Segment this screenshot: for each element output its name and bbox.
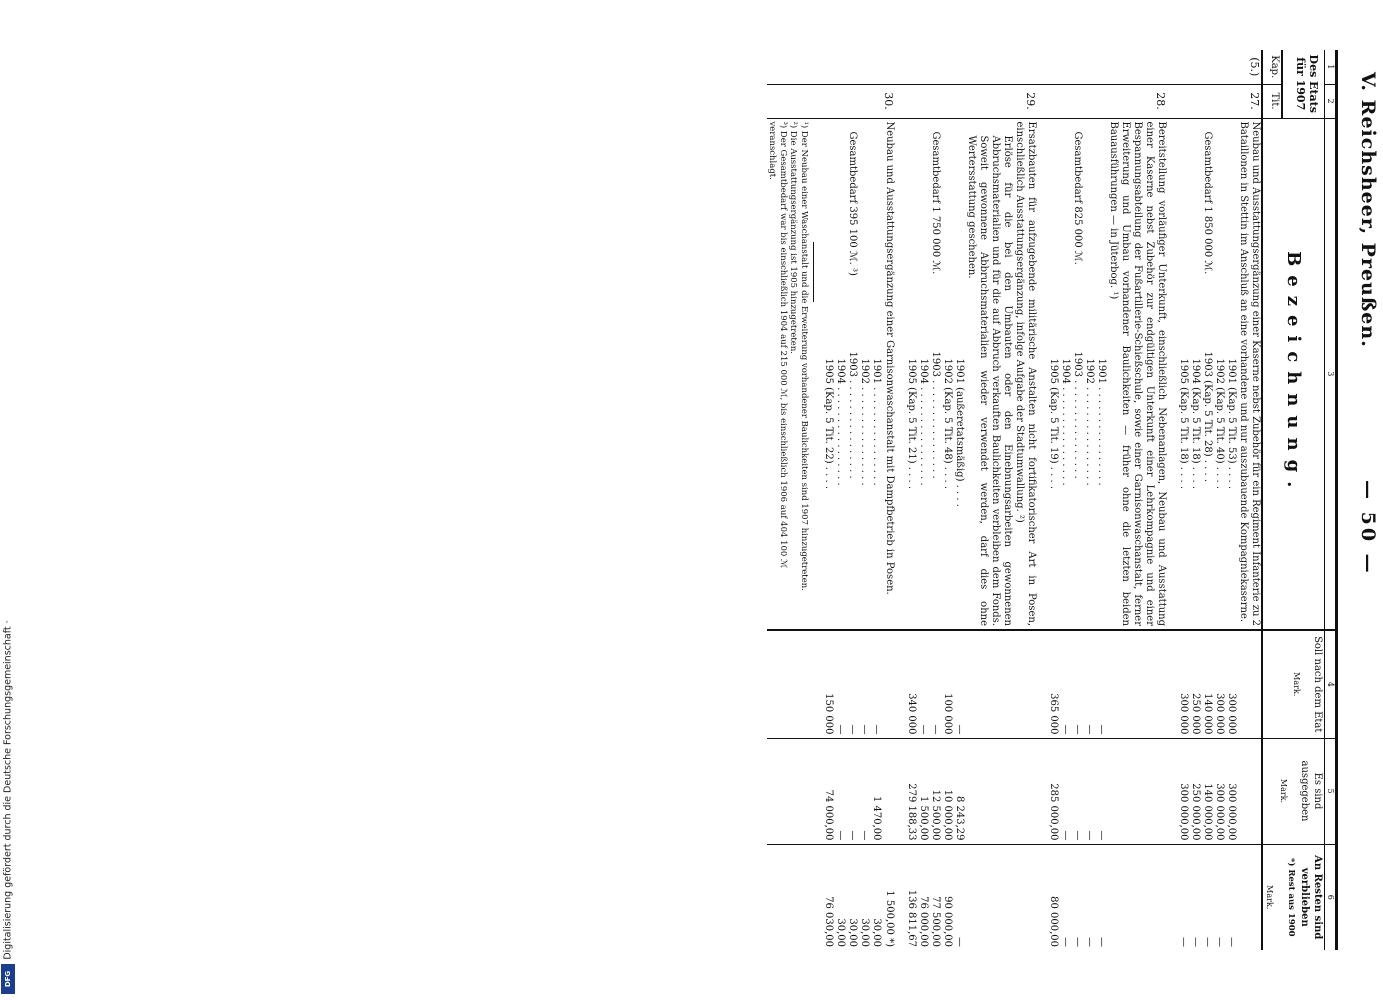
entry-row (1237, 50, 1262, 950)
soll-value: 300 000 (1213, 630, 1225, 738)
ausgegeben-value: — (1059, 738, 1071, 844)
soll-value: — (858, 630, 870, 738)
kap-cell (882, 50, 895, 84)
budget-table (767, 50, 1338, 950)
footnote-ref: ²) (1014, 514, 1025, 523)
year-label: 1904 . . . . . . . . . . . . . . . . (1059, 118, 1071, 630)
rest-value: — (1225, 844, 1237, 950)
year-row (846, 50, 858, 950)
entry-description: Ersatzbauten für aufzugebende militärische Anstalten nicht fortifikatorischer Art in Posen, einschließlich Ausstattungsergänzung, infolge Aufgabe der Stadtumwallung. ²) Erlöse für die bei den Umbauten oder den Einebnungsarbeiten gewonnenen Abbruchsmaterialien und für die auf Abbruch verkauften Baulichkeiten verbleiben dem Fonds. Soweit gewonnene Abbruchsmaterialien wieder verwendet werden, darf dies ohne Wertersstattung geschehen. (965, 118, 1037, 630)
year-row (1059, 50, 1071, 950)
soll-header: Soll nach dem Etat Mark. (1262, 630, 1325, 738)
year-label: 1901 . . . . . . . . . . . . . . . . (870, 118, 882, 630)
rest-value: 77 500,00 (929, 844, 941, 950)
kap-cell (965, 50, 1037, 84)
ausgegeben-value: 8 243,29 (953, 738, 965, 844)
rest-value: — (1177, 844, 1189, 950)
total-requirement: Gesamtbedarf 1 850 000 ℳ. (1202, 131, 1213, 275)
ausgegeben-value: 140 000,00 (1201, 738, 1213, 844)
rest-value: — (1095, 844, 1107, 950)
year-label: 1902 . . . . . . . . . . . . . . . . (858, 118, 870, 630)
year-label: 1904 . . . . . . . . . . . . . . . . (834, 118, 846, 630)
ausgegeben-value: — (1083, 738, 1095, 844)
total-requirement: Gesamtbedarf 1 750 000 ℳ. (930, 131, 941, 275)
rest-value: — (1213, 844, 1225, 950)
kap-cell: (5.) (1248, 57, 1261, 77)
rest-value: 80 000,00 (1047, 844, 1059, 950)
footnote: ²) Die Ausstattungsergänzung ist 1905 hinzugetreten. (788, 121, 799, 354)
ausgegeben-value: — (834, 738, 846, 844)
ausgegeben-value: 300 000,00 (1213, 738, 1225, 844)
year-label: 1902 (Kap. 5 Tit. 48) . . . . (941, 118, 953, 630)
soll-value: 100 000 (941, 630, 953, 738)
soll-value: — (1095, 630, 1107, 738)
resten-header: An Resten sind verblieben *) Rest aus 1900 Mark. (1262, 844, 1325, 950)
year-label-with-total: Gesamtbedarf 825 000 ℳ.1903 . . . . . . . . . . . . . . . . (1071, 118, 1083, 630)
kap-cell (1107, 50, 1167, 84)
scanned-page (133, 40, 1383, 960)
ausgegeben-value: 12 500,00 (929, 738, 941, 844)
entry-note: Erlöse für die bei den Umbauten oder den Einebnungsarbeiten gewonnenen Abbruchsmaterialien und für die auf Abbruch verkauften Baulichkeiten verbleiben dem Fonds. Soweit gewonnene Abbruchsmaterialien wieder verwendet werden, darf dies ohne Wertersstattung geschehen. (966, 135, 1013, 626)
year-row (917, 50, 929, 950)
ausgegeben-value: — (858, 738, 870, 844)
year-label: 1901 (außeretatsmäßig) . . . . (953, 118, 965, 630)
ausgegeben-value: 300 000,00 (1177, 738, 1189, 844)
year-label: 1904 . . . . . . . . . . . . . . . . (917, 118, 929, 630)
soll-value: — (834, 630, 846, 738)
rest-value: 76 000,00 (917, 844, 929, 950)
ausgegeben-value: 74 000,00 (822, 738, 834, 844)
soll-value: 140 000 (1201, 630, 1213, 738)
soll-value: 150 000 (822, 630, 834, 738)
footnotes (767, 118, 822, 630)
attribution-strip (0, 0, 16, 1000)
year-row (834, 50, 846, 950)
rest-value: 1 500,00 *) (882, 844, 895, 950)
year-label: 1905 (Kap. 5 Tit. 19) . . . . (1047, 118, 1059, 630)
year-row (1047, 50, 1059, 950)
year-label: 1905 (Kap. 5 Tit. 18) . . . . (1177, 118, 1189, 630)
ausgegeben-value: — (846, 738, 858, 844)
footnote-divider (813, 242, 814, 302)
tit-cell: 28. (1107, 84, 1167, 118)
soll-value: — (917, 630, 929, 738)
rest-value: 30,00 (846, 844, 858, 950)
entry-description: Bereitstellung vorläufiger Unterkunft, einschließlich Nebenanlagen, Neubau und Ausstattung einer Kaserne nebst Zubehör zur endgültigen Unterkunft einer Lehrkompagnie und einer Bespannungsabteilung der Fußartillerie-Schießschule, sowie einer Garnisonwaschanstalt, ferner Erweiterung und Umbau vorhandener Baulichkeiten — früher ohne die letzten beiden Bauausführungen — in Jüterbog. ¹) (1107, 118, 1167, 630)
entry-row (1107, 50, 1167, 950)
year-label: 1905 (Kap. 5 Tit. 21) . . . . (905, 118, 917, 630)
entry-row (965, 50, 1037, 950)
soll-value: — (846, 630, 858, 738)
soll-value: 300 000 (1177, 630, 1189, 738)
year-row (1083, 50, 1095, 950)
colnum-4: 4 (1325, 630, 1337, 738)
rest-value: — (1083, 844, 1095, 950)
tit-cell: 30. (882, 84, 895, 118)
rest-value: 30,00 (870, 844, 882, 950)
rest-value: 76 030,00 (822, 844, 834, 950)
year-row (1189, 50, 1201, 950)
soll-value: 340 000 (905, 630, 917, 738)
year-row (1225, 50, 1237, 950)
year-row (1201, 50, 1213, 950)
rest-value: — (1071, 844, 1083, 950)
page-heading (1349, 40, 1379, 960)
tit-cell: 27. (1237, 84, 1262, 118)
soll-value: 300 000 (1225, 630, 1237, 738)
bezeichnung-header: Bezeichnung. (1262, 118, 1325, 630)
year-label: 1902 . . . . . . . . . . . . . . . . (1083, 118, 1095, 630)
year-label-with-total: Gesamtbedarf 1 750 000 ℳ.1903 . . . . . . . . . . . . . . . . (929, 118, 941, 630)
year-row (870, 50, 882, 950)
year-label: 1901 (Kap. 5 Tit. 53) . . . . (1225, 118, 1237, 630)
section-title: V. Reichsheer, Preußen. (1357, 72, 1379, 348)
attribution-text: Digitalisierung gefördert durch die Deutsche Forschungsgemeinschaft · (2, 620, 14, 960)
year-row (905, 50, 917, 950)
footnote-ref: ³) (847, 267, 858, 276)
rest-value: 30,00 (834, 844, 846, 950)
rest-value: 136 811,67 (905, 844, 917, 950)
rest-value: — (1059, 844, 1071, 950)
year-label-with-total: Gesamtbedarf 1 850 000 ℳ.1903 (Kap. 5 Tit. 28) . . . . (1201, 118, 1213, 630)
year-row (1095, 50, 1107, 950)
year-label: 1904 (Kap. 5 Tit. 18) . . . . (1189, 118, 1201, 630)
colnum-1: 1 (1325, 50, 1337, 84)
soll-value: — (1059, 630, 1071, 738)
colnum-5: 5 (1325, 738, 1337, 844)
colnum-2: 2 (1325, 84, 1337, 118)
column-number-row (1325, 50, 1337, 950)
entry-row (882, 50, 895, 950)
ausgegeben-value: 10 000,00 (941, 738, 953, 844)
rest-value: 90 000,00 (941, 844, 953, 950)
tit-cell: 29. (965, 84, 1037, 118)
soll-value: — (1071, 630, 1083, 738)
footnote: ¹) Der Neubau einer Waschanstalt und die Erweiterung vorhandener Baulichkeiten sind 1907 hinzugetreten. (799, 121, 809, 591)
ausgegeben-value: 250 000,00 (1189, 738, 1201, 844)
soll-value: — (870, 630, 882, 738)
ausgegeben-value: — (1095, 738, 1107, 844)
year-row (929, 50, 941, 950)
year-label: 1902 (Kap. 5 Tit. 40) . . . . (1213, 118, 1225, 630)
entry-description: Neubau und Ausstattungsergänzung einer Kaserne nebst Zubehör für ein Regiment Infanterie zu 2 Bataillonen in Stettin im Anschluß an eine vorhandene und nur auszubauende Kompagniekaserne. (1237, 118, 1262, 630)
ausgegeben-value: 279 188,33 (905, 738, 917, 844)
year-row (822, 50, 834, 950)
soll-value: — (929, 630, 941, 738)
lit-header: Tit. (1262, 84, 1282, 118)
ausgegeben-value: 285 000,00 (1047, 738, 1059, 844)
soll-value: — (953, 630, 965, 738)
etat-header: Des Etats für 1907 (1282, 50, 1324, 118)
ausgegeben-value: 300 000,00 (1225, 738, 1237, 844)
soll-value: — (1083, 630, 1095, 738)
footnotes-row (767, 50, 822, 950)
year-row (1177, 50, 1189, 950)
year-label: 1901 . . . . . . . . . . . . . . . . (1095, 118, 1107, 630)
total-requirement: Gesamtbedarf 825 000 ℳ. (1072, 131, 1083, 265)
year-row (941, 50, 953, 950)
dfg-logo: DFG (1, 964, 15, 994)
rest-value: 30,00 (858, 844, 870, 950)
ausgegeben-value: 1 470,00 (870, 738, 882, 844)
entry-description: Neubau und Ausstattungsergänzung einer Garnisonwaschanstalt mit Dampfbetrieb in Posen. (882, 118, 895, 630)
year-row (1213, 50, 1225, 950)
colnum-3: 3 (1325, 118, 1337, 630)
year-row (858, 50, 870, 950)
header-row-1 (1282, 50, 1324, 950)
rest-value: — (1189, 844, 1201, 950)
year-label: 1905 (Kap. 5 Tit. 22) . . . . (822, 118, 834, 630)
kap-header: Kap. (1262, 50, 1282, 84)
total-requirement: Gesamtbedarf 395 100 ℳ. ³) (847, 131, 858, 276)
rest-value: — (953, 844, 965, 950)
ausgegeben-header: Es sind ausgegeben Mark. (1262, 738, 1325, 844)
year-row (1071, 50, 1083, 950)
rest-value: — (1201, 844, 1213, 950)
year-label-with-total: Gesamtbedarf 395 100 ℳ. ³)1903 . . . . . . . . . . . . . . . . (846, 118, 858, 630)
soll-value: 250 000 (1189, 630, 1201, 738)
ausgegeben-value: 1 500,00 (917, 738, 929, 844)
footnote-ref: ¹) (1108, 291, 1119, 300)
soll-value: 365 000 (1047, 630, 1059, 738)
ausgegeben-value: — (1071, 738, 1083, 844)
footnote: ³) Der Gesamtbedarf war bis einschließlich 1904 auf 215 000 ℳ, bis einschließlich 1906 auf 404 100 ℳ veranschlagt. (767, 121, 788, 569)
year-row (953, 50, 965, 950)
page-number: — 50 — (1357, 480, 1379, 576)
colnum-6: 6 (1325, 844, 1337, 950)
